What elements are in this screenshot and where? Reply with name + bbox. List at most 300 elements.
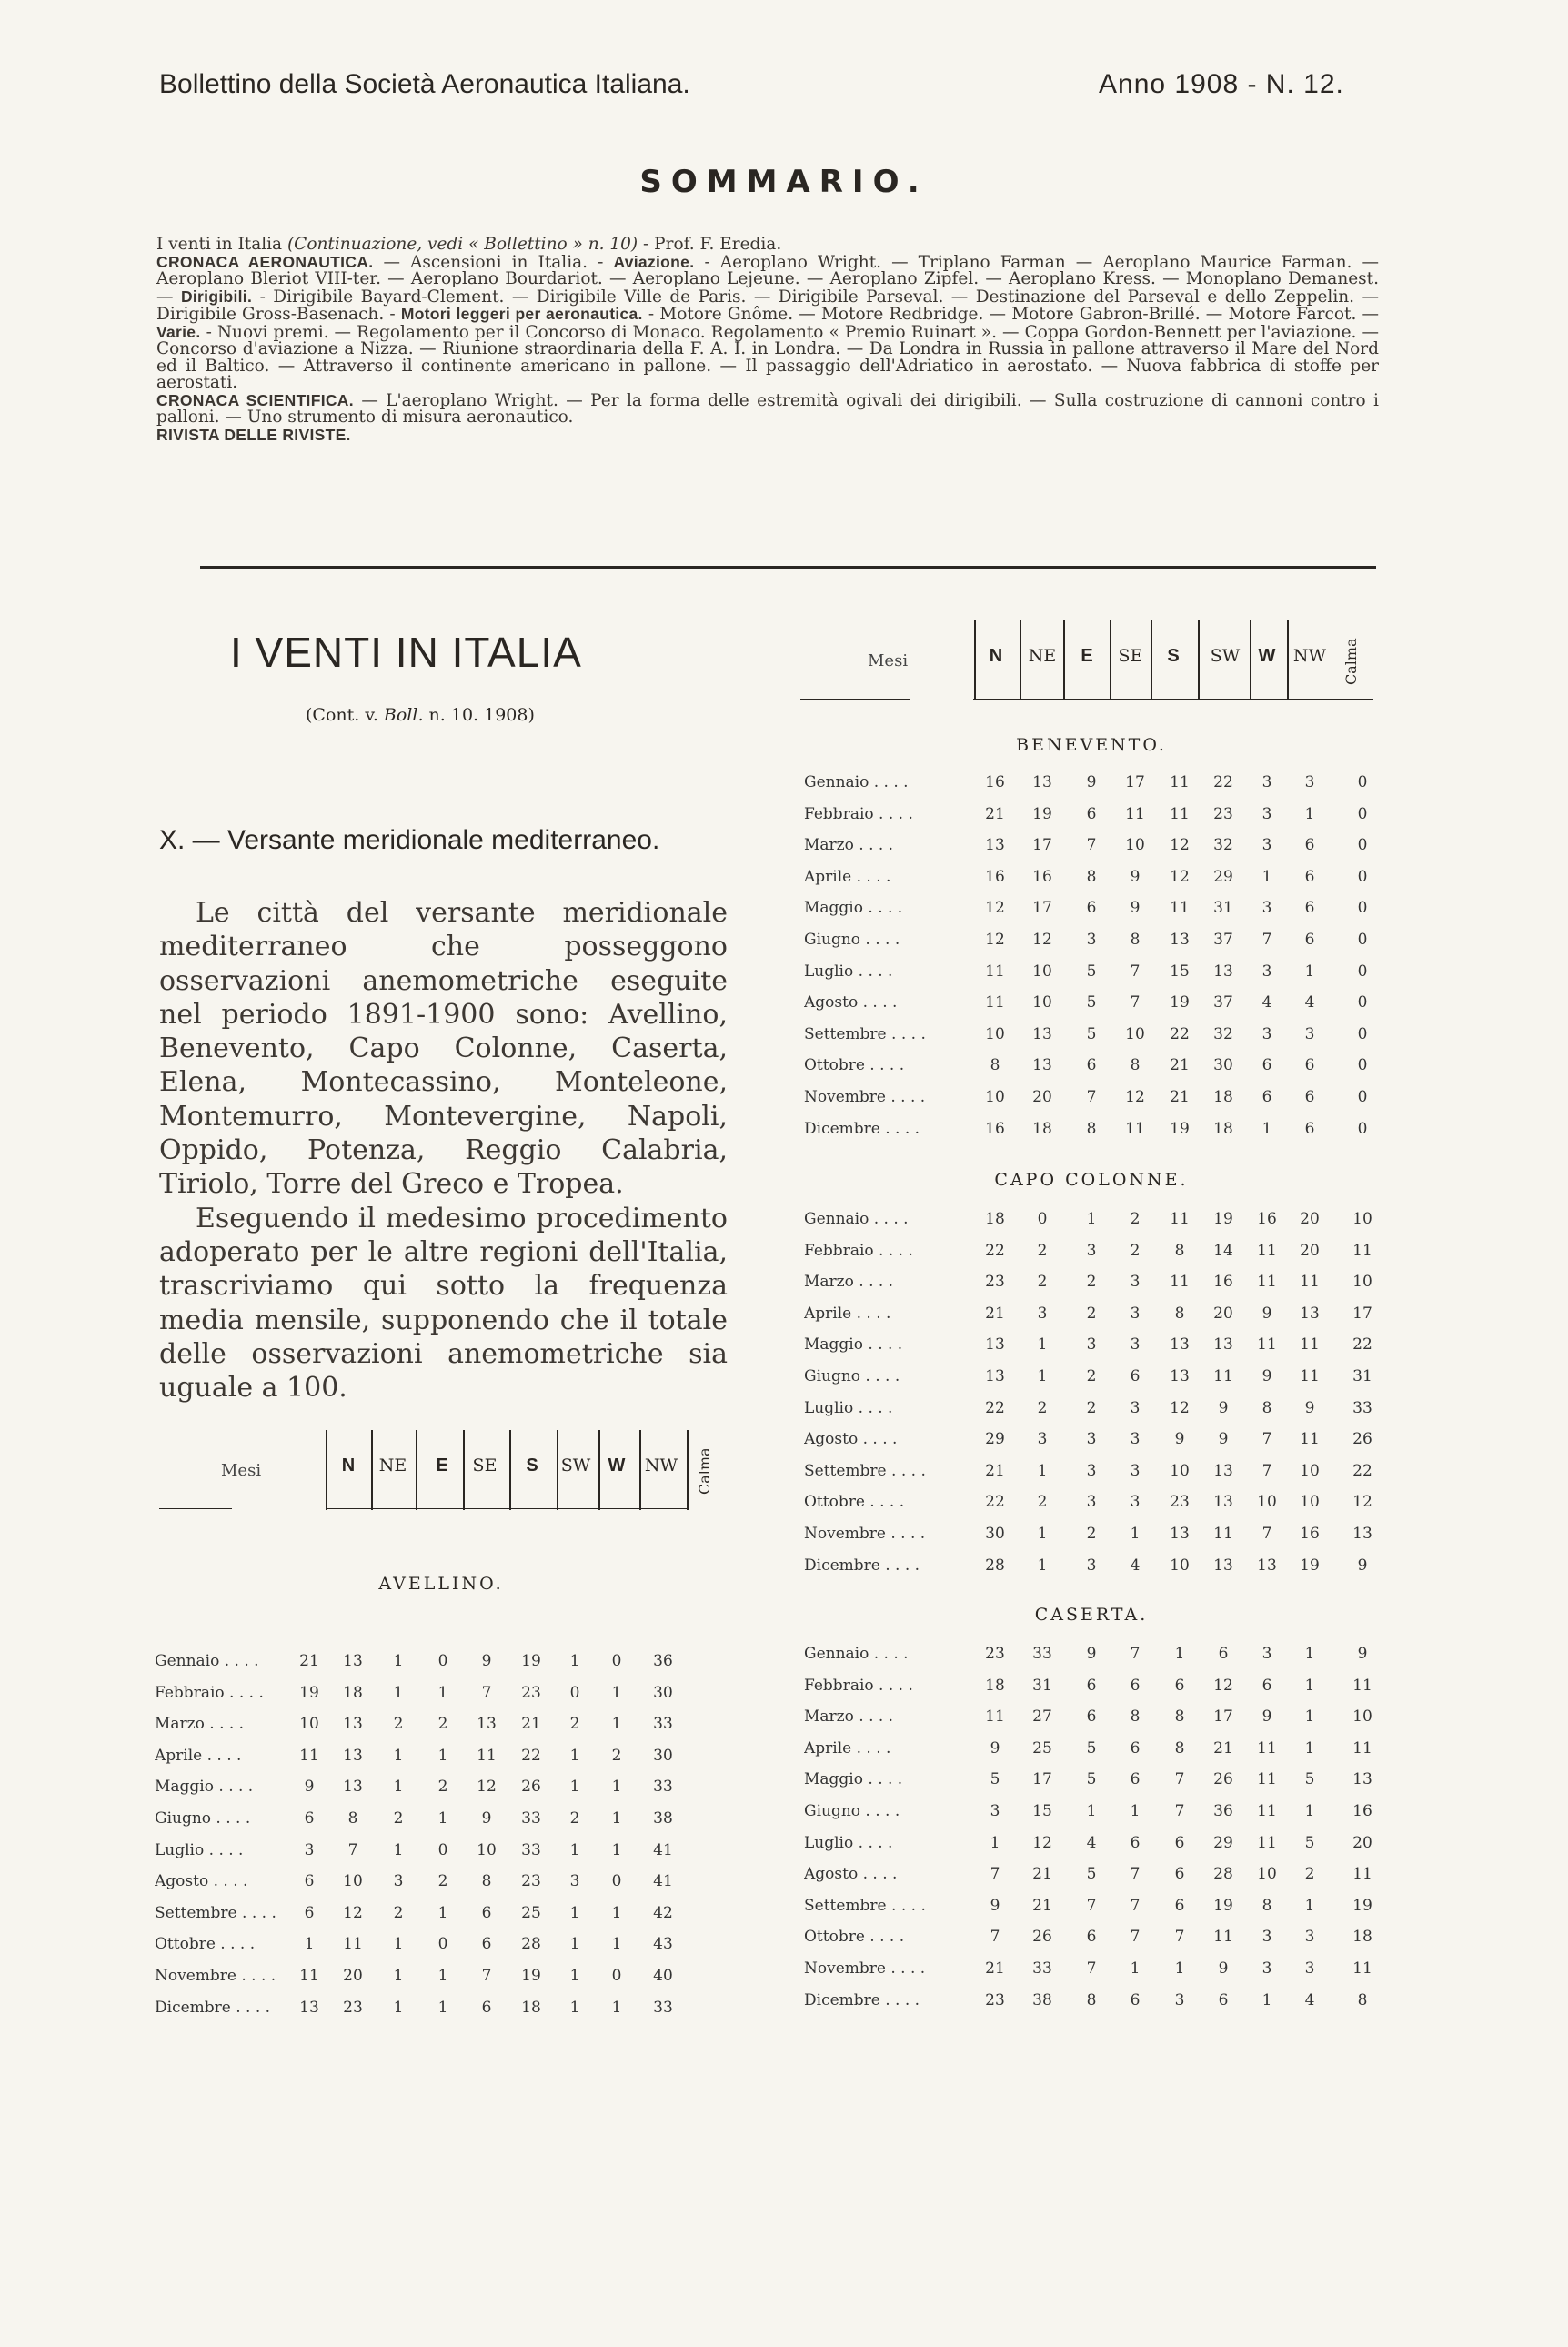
month-label: Settembre . . . . [804,1896,926,1915]
cell-value: 23 [1213,804,1233,823]
table-row [804,1423,1386,1454]
cell-value: 2 [1037,1273,1048,1292]
cell-value: 27 [1032,1707,1052,1727]
cell-value: 1 [437,1967,448,1985]
cell-value: 15 [1032,1802,1052,1820]
column-header-w: W [1258,646,1276,666]
month-label: Maggio . . . . [804,1770,903,1789]
cell-value: 3 [1086,1241,1097,1260]
toc-heading: Motori leggeri per aeronautica. [400,305,643,323]
cell-value: 3 [1130,1304,1141,1323]
column-header-calma: Calma [1342,638,1360,685]
cell-value: 13 [343,1778,363,1797]
cell-value: 10 [1352,1210,1372,1228]
column-header-mesi: Mesi [221,1461,262,1480]
cell-value: 22 [985,1398,1005,1417]
cell-value: 0 [1357,1088,1368,1106]
cell-value: 6 [1086,1707,1097,1727]
table-row [155,1739,728,1770]
cell-value: 29 [1213,867,1233,886]
paragraph: Eseguendo il medesimo procedimento adoperato per le altre regioni dell'Italia, trascriviamo qui sotto la frequenza media mensile, supponendo che il totale delle osservazioni anemometriche sia uguale a 100. [159,1202,728,1405]
month-label: Dicembre . . . . [804,1990,920,2010]
cell-value: 13 [1257,1556,1277,1575]
table-of-contents [156,237,1379,444]
cell-value: 38 [1032,1990,1052,2010]
month-label: Luglio . . . . [804,1833,893,1852]
cell-value: 13 [343,1746,363,1765]
cell-value: 1 [611,1683,622,1702]
cell-value: 9 [481,1652,492,1670]
cell-value: 0 [1357,1024,1368,1043]
cell-value: 10 [1300,1461,1320,1480]
cell-value: 18 [1352,1928,1372,1947]
cell-value: 7 [481,1967,492,1985]
cell-value: 9 [1218,1959,1229,1978]
cell-value: 10 [985,1088,1005,1106]
table-row [804,1920,1386,1951]
cell-value: 19 [1170,993,1190,1012]
cell-value: 3 [1261,1645,1272,1663]
cell-value: 11 [1213,1525,1233,1543]
cell-value: 1 [569,1840,580,1859]
cell-value: 1 [437,1746,448,1765]
cell-value: 10 [1170,1556,1190,1575]
cell-value: 1 [611,1778,622,1797]
cell-value: 16 [1300,1525,1320,1543]
cell-value: 11 [1125,1119,1145,1138]
cell-value: 11 [1170,1210,1190,1228]
table-row [804,1732,1386,1763]
toc-entry-rivista [156,427,1379,445]
cell-value: 1 [1304,1802,1315,1820]
toc-text: I venti in Italia [156,235,287,254]
table-column-header [800,620,1382,700]
cell-value: 17 [1032,899,1052,918]
month-label: Settembre . . . . [155,1903,276,1922]
cell-value: 19 [521,1652,541,1670]
cell-value: 6 [1130,1990,1141,2010]
cell-value: 9 [1261,1304,1272,1323]
cell-value: 20 [1300,1241,1320,1260]
cell-value: 6 [1261,1088,1272,1106]
month-label: Gennaio . . . . [804,1645,909,1663]
cell-value: 1 [611,1840,622,1859]
toc-heading: CRONACA SCIENTIFICA. [156,390,354,409]
cell-value: 16 [1213,1273,1233,1292]
cell-value: 3 [1174,1990,1185,2010]
month-label: Giugno . . . . [804,1802,900,1820]
cell-value: 0 [1357,993,1368,1012]
cell-value: 29 [1213,1833,1233,1852]
column-header-n: N [341,1456,356,1476]
cell-value: 11 [477,1746,497,1765]
table-row [155,1645,728,1676]
cell-value: 7 [1086,1959,1097,1978]
column-divider [687,1430,689,1510]
cell-value: 6 [1086,1056,1097,1075]
toc-text: - Prof. F. Eredia. [638,235,782,254]
cell-value: 13 [343,1715,363,1734]
month-label: Maggio . . . . [804,899,903,918]
column-header-w: W [608,1456,626,1476]
cell-value: 4 [1261,993,1272,1012]
cell-value: 33 [1032,1645,1052,1663]
cell-value: 6 [1130,1676,1141,1695]
cell-value: 1 [393,1967,404,1985]
cell-value: 13 [1352,1525,1372,1543]
cell-value: 30 [653,1746,673,1765]
cell-value: 25 [521,1903,541,1922]
cell-value: 31 [1352,1367,1372,1385]
cell-value: 10 [299,1715,319,1734]
cell-value: 1 [1037,1556,1048,1575]
cell-value: 19 [1300,1556,1320,1575]
cell-value: 16 [985,1119,1005,1138]
cell-value: 16 [1032,867,1052,886]
cell-value: 9 [1086,773,1097,791]
cell-value: 33 [521,1809,541,1828]
cell-value: 1 [1130,1525,1141,1543]
cell-value: 1 [1130,1959,1141,1978]
cell-value: 15 [1170,962,1190,981]
cell-value: 11 [985,962,1005,981]
cell-value: 3 [1261,836,1272,855]
month-label: Ottobre . . . . [155,1935,256,1954]
column-header-calma: Calma [696,1447,713,1495]
cell-value: 1 [437,1998,448,2017]
cell-value: 16 [1352,1802,1372,1820]
table-capo-colonne [804,1203,1386,1585]
table-row [804,1669,1386,1700]
cell-value: 1 [393,1840,404,1859]
cell-value: 6 [1130,1367,1141,1385]
cell-value: 5 [1304,1833,1315,1852]
column-header-n: N [989,646,1003,666]
cell-value: 1 [1174,1959,1185,1978]
cell-value: 21 [521,1715,541,1734]
table-row [155,1802,728,1833]
cell-value: 1 [1304,962,1315,981]
cell-value: 9 [1357,1645,1368,1663]
cell-value: 22 [985,1241,1005,1260]
cell-value: 1 [1261,1990,1272,2010]
month-label: Novembre . . . . [804,1088,926,1106]
cell-value: 9 [1261,1707,1272,1727]
article-body [159,896,728,1405]
cell-value: 7 [990,1865,1000,1884]
cell-value: 0 [1357,867,1368,886]
cell-value: 33 [653,1778,673,1797]
month-label: Aprile . . . . [804,867,891,886]
cell-value: 6 [1086,1676,1097,1695]
station-name-benevento: BENEVENTO. [1016,735,1167,755]
cell-value: 9 [1261,1367,1272,1385]
month-label: Dicembre . . . . [804,1556,920,1575]
cell-value: 10 [1257,1493,1277,1512]
cell-value: 6 [1174,1865,1185,1884]
table-row [804,1517,1386,1548]
cell-value: 36 [653,1652,673,1670]
cell-value: 2 [437,1778,448,1797]
cell-value: 25 [1032,1738,1052,1758]
month-label: Febbraio . . . . [804,1676,913,1695]
month-label: Gennaio . . . . [804,773,909,791]
cell-value: 0 [611,1967,622,1985]
cell-value: 1 [611,1935,622,1954]
cell-value: 21 [1170,1056,1190,1075]
toc-text: — L'aeroplano Wright. — Per la forma delle estremità ogivali dei dirigibili. — Sulla costruzione di cannoni contro i palloni. — Uno strumento di misura aeronautico. [156,390,1379,427]
cell-value: 17 [1125,773,1145,791]
cell-value: 19 [1352,1896,1372,1915]
cell-value: 33 [521,1840,541,1859]
table-row [804,1700,1386,1731]
cell-value: 8 [1086,1119,1097,1138]
station-name-avellino: AVELLINO. [378,1574,504,1594]
cell-value: 5 [990,1770,1000,1789]
journal-title: Bollettino della Società Aeronautica Italiana. [159,69,690,99]
month-label: Gennaio . . . . [155,1652,259,1670]
cell-value: 0 [611,1872,622,1891]
cell-value: 10 [1170,1461,1190,1480]
cell-value: 5 [1086,1738,1097,1758]
cell-value: 11 [1300,1335,1320,1355]
month-label: Agosto . . . . [155,1872,248,1891]
table-benevento [804,766,1386,1148]
cell-value: 12 [477,1778,497,1797]
cell-value: 2 [393,1715,404,1734]
cell-value: 10 [1352,1707,1372,1727]
cell-value: 0 [1357,836,1368,855]
cell-value: 3 [1037,1304,1048,1323]
cell-value: 11 [1352,1738,1372,1758]
cell-value: 18 [1213,1088,1233,1106]
cell-value: 42 [653,1903,673,1922]
cell-value: 22 [1352,1335,1372,1355]
cell-value: 1 [1304,1676,1315,1695]
cell-value: 1 [569,1652,580,1670]
cell-value: 7 [1130,1928,1141,1947]
cell-value: 7 [1261,1461,1272,1480]
table-row [804,923,1386,954]
cell-value: 1 [393,1683,404,1702]
column-header-ne: NE [378,1456,407,1476]
cell-value: 4 [1130,1556,1141,1575]
cell-value: 4 [1304,993,1315,1012]
cell-value: 8 [990,1056,1000,1075]
table-row [155,1959,728,1990]
cell-value: 0 [1357,962,1368,981]
cell-value: 6 [304,1903,315,1922]
table-row [804,1113,1386,1143]
month-label: Marzo . . . . [155,1715,245,1734]
cell-value: 28 [521,1935,541,1954]
cell-value: 12 [1352,1493,1372,1512]
toc-heading: Aviazione. [613,252,695,271]
cell-value: 11 [343,1935,363,1954]
cell-value: 23 [985,1645,1005,1663]
cell-value: 26 [1352,1430,1372,1449]
table-row [155,1897,728,1928]
cell-value: 6 [1304,1088,1315,1106]
paragraph: Le città del versante meridionale mediterraneo che posseggono osservazioni anemometriche eseguite nel periodo 1891-1900 sono: Avellino, Benevento, Capo Colonne, Caserta, Elena, Montecassino, Monteleone, Montemurro, Montevergine, Napoli, Oppido, Potenza, Reggio Calabria, Tiriolo, Torre del Greco e Tropea. [159,897,728,1201]
cell-value: 3 [1304,1959,1315,1978]
station-name-capo-colonne: CAPO COLONNE. [994,1170,1189,1190]
cell-value: 7 [1130,1645,1141,1663]
month-label: Febbraio . . . . [155,1683,264,1702]
cell-value: 5 [1304,1770,1315,1789]
toc-heading: Varie. [156,322,201,341]
cell-value: 12 [1213,1676,1233,1695]
cell-value: 3 [1037,1430,1048,1449]
cell-value: 33 [653,1715,673,1734]
cell-value: 13 [985,1367,1005,1385]
cell-value: 3 [1261,962,1272,981]
cell-value: 11 [1257,1833,1277,1852]
cell-value: 0 [1357,1119,1368,1138]
cell-value: 2 [611,1746,622,1765]
cell-value: 8 [1130,1056,1141,1075]
cell-value: 3 [1261,804,1272,823]
cell-value: 13 [1213,1461,1233,1480]
cell-value: 13 [985,836,1005,855]
month-label: Febbraio . . . . [804,1241,913,1260]
cell-value: 13 [1352,1770,1372,1789]
cell-value: 21 [985,1959,1005,1978]
cell-value: 11 [1257,1770,1277,1789]
column-header-sw: SW [1210,646,1241,666]
cell-value: 3 [569,1872,580,1891]
toc-heading: CRONACA AERONAUTICA. [156,252,374,271]
cell-value: 0 [1357,899,1368,918]
cell-value: 3 [1130,1335,1141,1355]
cell-value: 11 [299,1746,319,1765]
month-label: Aprile . . . . [155,1746,242,1765]
month-label: Giugno . . . . [804,1367,900,1385]
cell-value: 19 [1032,804,1052,823]
table-row [155,1834,728,1865]
table-row [804,1081,1386,1112]
cell-value: 3 [1086,1461,1097,1480]
cell-value: 10 [1125,836,1145,855]
cell-value: 21 [985,1461,1005,1480]
table-row [804,1018,1386,1049]
cell-value: 8 [1086,867,1097,886]
cell-value: 3 [1304,1024,1315,1043]
cell-value: 6 [1218,1645,1229,1663]
cell-value: 13 [1170,931,1190,949]
cell-value: 19 [1213,1896,1233,1915]
month-label: Marzo . . . . [804,1707,894,1727]
cell-value: 3 [1086,1556,1097,1575]
cell-value: 4 [1304,1990,1315,2010]
cell-value: 6 [1304,867,1315,886]
month-label: Maggio . . . . [155,1778,254,1797]
cell-value: 19 [521,1967,541,1985]
cell-value: 1 [1261,867,1272,886]
cell-value: 13 [299,1998,319,2017]
cell-value: 9 [990,1738,1000,1758]
month-label: Luglio . . . . [804,1398,893,1417]
cell-value: 22 [1170,1024,1190,1043]
cell-value: 13 [343,1652,363,1670]
cell-value: 0 [1037,1210,1048,1228]
cell-value: 9 [990,1896,1000,1915]
month-label: Ottobre . . . . [804,1928,905,1947]
cell-value: 1 [393,1998,404,2017]
table-row [804,1984,1386,2015]
cell-value: 1 [1086,1802,1097,1820]
cell-value: 6 [1086,1928,1097,1947]
cell-value: 6 [481,1998,492,2017]
cell-value: 1 [569,1746,580,1765]
cell-value: 9 [1130,867,1141,886]
cell-value: 1 [990,1833,1000,1852]
cell-value: 12 [1032,931,1052,949]
cell-value: 6 [1304,1056,1315,1075]
cell-value: 6 [1304,931,1315,949]
table-row [804,1049,1386,1080]
month-label: Luglio . . . . [155,1840,244,1859]
table-row [804,955,1386,986]
cell-value: 6 [1130,1770,1141,1789]
cell-value: 3 [1130,1430,1141,1449]
column-header-nw: NW [1292,646,1327,666]
cell-value: 21 [299,1652,319,1670]
table-row [804,1486,1386,1516]
cell-value: 10 [985,1024,1005,1043]
cell-value: 12 [343,1903,363,1922]
cell-value: 1 [569,1903,580,1922]
cell-value: 13 [1032,1024,1052,1043]
cell-value: 20 [1300,1210,1320,1228]
cell-value: 40 [653,1967,673,1985]
cell-value: 1 [1304,1896,1315,1915]
cell-value: 13 [1032,1056,1052,1075]
cell-value: 13 [1170,1525,1190,1543]
cell-value: 6 [1130,1833,1141,1852]
table-row [804,1827,1386,1858]
table-row [804,1952,1386,1983]
cell-value: 11 [1257,1241,1277,1260]
cell-value: 1 [1304,1707,1315,1727]
table-row [804,1328,1386,1359]
cell-value: 7 [481,1683,492,1702]
month-label: Aprile . . . . [804,1304,891,1323]
month-label: Settembre . . . . [804,1461,926,1480]
cell-value: 1 [393,1652,404,1670]
cell-value: 1 [611,1809,622,1828]
table-column-header [159,1430,723,1510]
cell-value: 1 [437,1683,448,1702]
cell-value: 13 [1213,962,1233,981]
cell-value: 3 [1261,1024,1272,1043]
cell-value: 11 [1352,1241,1372,1260]
cell-value: 19 [1170,1119,1190,1138]
cell-value: 7 [1261,1430,1272,1449]
cell-value: 17 [1032,1770,1052,1789]
cell-value: 9 [1218,1398,1229,1417]
cell-value: 11 [1213,1928,1233,1947]
cell-value: 1 [393,1778,404,1797]
toc-text: (Continuazione, vedi « Bollettino » n. 10) [286,235,638,254]
cell-value: 23 [985,1990,1005,2010]
cell-value: 1 [1037,1461,1048,1480]
cell-value: 1 [569,1935,580,1954]
table-row [804,1889,1386,1920]
cell-value: 0 [1357,804,1368,823]
cell-value: 23 [343,1998,363,2017]
cell-value: 6 [304,1809,315,1828]
